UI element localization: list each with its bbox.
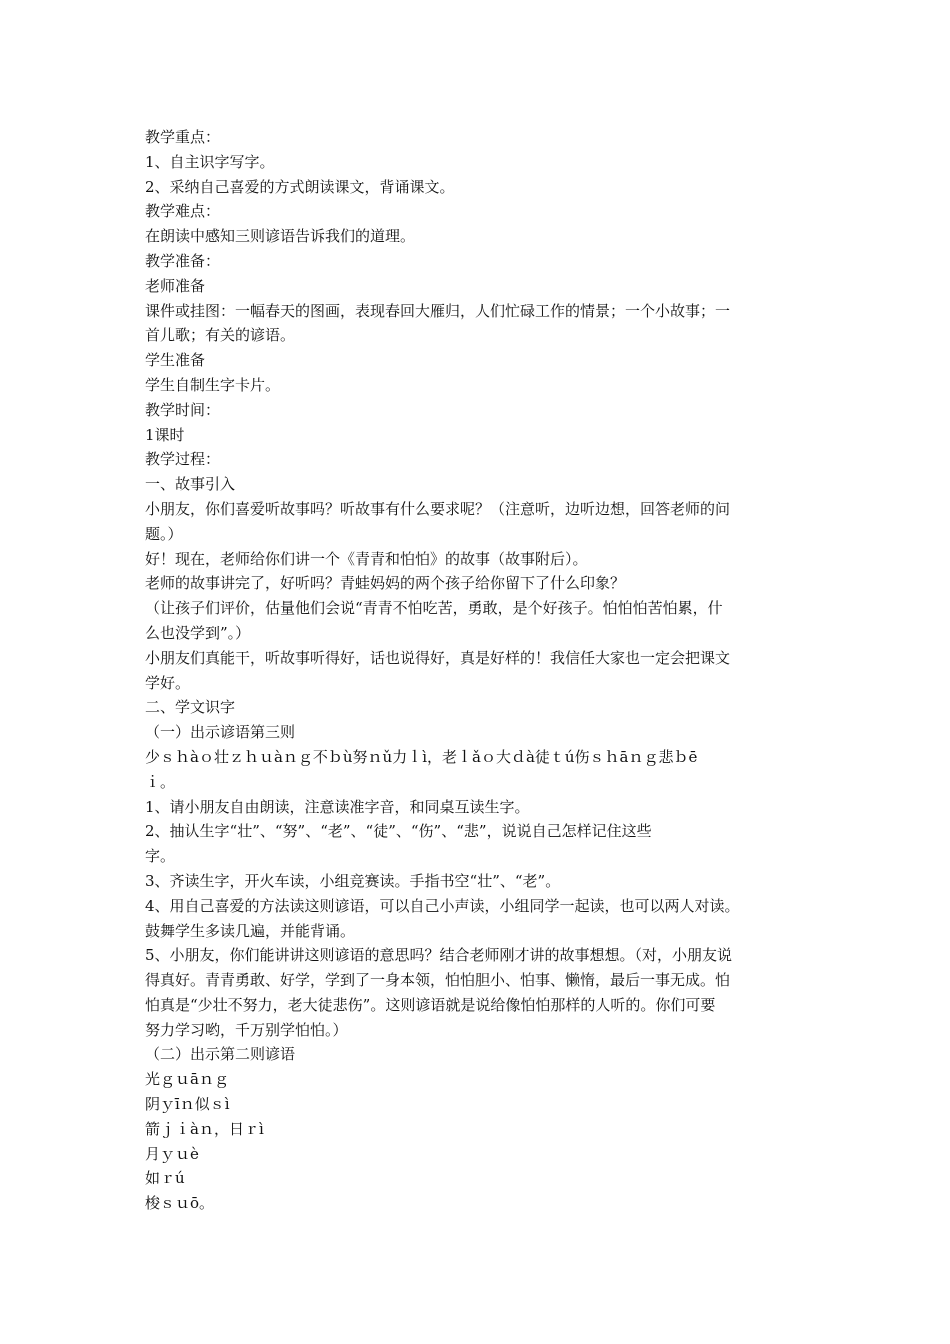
text-line: 月ｙｕè: [145, 1144, 199, 1163]
text-line: 教学时间：: [145, 400, 221, 419]
text-line: 小朋友们真能干，听故事听得好，话也说得好，真是好样的！我信任大家也一定会把课文: [145, 648, 731, 667]
text-line: 阴ｙīｎ似ｓì: [145, 1095, 230, 1114]
document-body: [145, 125, 810, 1216]
text-line: 题。）: [145, 524, 183, 543]
text-line: 少ｓｈàｏ壮ｚｈｕàｎｇ不ｂù努ｎǔ力ｌì，老ｌǎｏ大ｄà徒ｔú伤ｓｈāｎｇ悲ｂē: [145, 747, 698, 766]
text-line: 老师准备: [145, 276, 206, 295]
text-line: 3、齐读生字，开火车读，小组竞赛读。手指书空“壮”、“老”。: [145, 871, 561, 890]
text-line: 学生自制生字卡片。: [145, 375, 281, 394]
text-line: 首儿歌；有关的谚语。: [145, 326, 296, 345]
text-line: 好！现在，老师给你们讲一个《青青和怕怕》的故事（故事附后）。: [145, 549, 588, 568]
text-line: 梭ｓｕō。: [145, 1194, 215, 1213]
text-line: 鼓舞学生多读几遍，并能背诵。: [145, 921, 356, 940]
text-line: （一）出示谚语第三则: [145, 723, 296, 742]
text-line: 小朋友，你们喜爱听故事吗？听故事有什么要求呢？（注意听，边听边想，回答老师的问: [145, 499, 731, 518]
text-line: （二）出示第二则谚语: [145, 1045, 296, 1064]
text-line: 在朗读中感知三则谚语告诉我们的道理。: [145, 227, 416, 246]
text-line: 教学过程：: [145, 450, 221, 469]
text-line: 一、故事引入: [145, 475, 236, 494]
text-line: 教学难点：: [145, 202, 221, 221]
text-line: 1课时: [145, 425, 185, 444]
text-line: 么也没学到”。）: [145, 623, 251, 642]
text-line: 课件或挂图：一幅春天的图画，表现春回大雁归，人们忙碌工作的情景；一个小故事；一: [145, 301, 731, 320]
text-line: 学生准备: [145, 351, 206, 370]
text-line: 老师的故事讲完了，好听吗？青蛙妈妈的两个孩子给你留下了什么印象？: [145, 574, 626, 593]
text-line: 2、采纳自己喜爱的方式朗读课文，背诵课文。: [145, 177, 455, 196]
text-line: 2、抽认生字“壮”、“努”、“老”、“徒”、“伤”、“悲”，说说自己怎样记住这些: [145, 822, 652, 841]
text-line: 箭ｊｉàｎ，日ｒì: [145, 1119, 264, 1138]
text-line: 1、自主识字写字。: [145, 152, 275, 171]
text-line: 字。: [145, 847, 176, 866]
text-line: 二、学文识字: [145, 698, 236, 717]
text-line: 教学准备：: [145, 251, 221, 270]
text-line: 怕真是“少壮不努力，老大徒悲伤”。这则谚语就是说给像怕怕那样的人听的。你们可要: [145, 995, 716, 1014]
text-line: 如ｒú: [145, 1169, 185, 1188]
text-line: 1、请小朋友自由朗读，注意读准字音，和同桌互读生字。: [145, 797, 530, 816]
text-line: 努力学习哟，千万别学怕怕。）: [145, 1020, 348, 1039]
text-line: 教学重点：: [145, 128, 221, 146]
text-line: 4、用自己喜爱的方法读这则谚语，可以自己小声读，小组同学一起读，也可以两人对读。: [145, 896, 740, 915]
text-line: （让孩子们评价，估量他们会说“青青不怕吃苦，勇敢，是个好孩子。怕怕怕苦怕累，什: [145, 599, 723, 618]
text-line: ｉ。: [145, 772, 176, 791]
text-line: 5、小朋友，你们能讲讲这则谚语的意思吗？结合老师刚才讲的故事想想。（对，小朋友说: [145, 946, 733, 965]
text-line: 学好。: [145, 673, 191, 692]
text-line: 得真好。青青勇敢、好学，学到了一身本领，怕怕胆小、怕事、懒惰，最后一事无成。怕: [145, 971, 731, 990]
text-line: 光ｇｕāｎｇ: [145, 1070, 229, 1089]
